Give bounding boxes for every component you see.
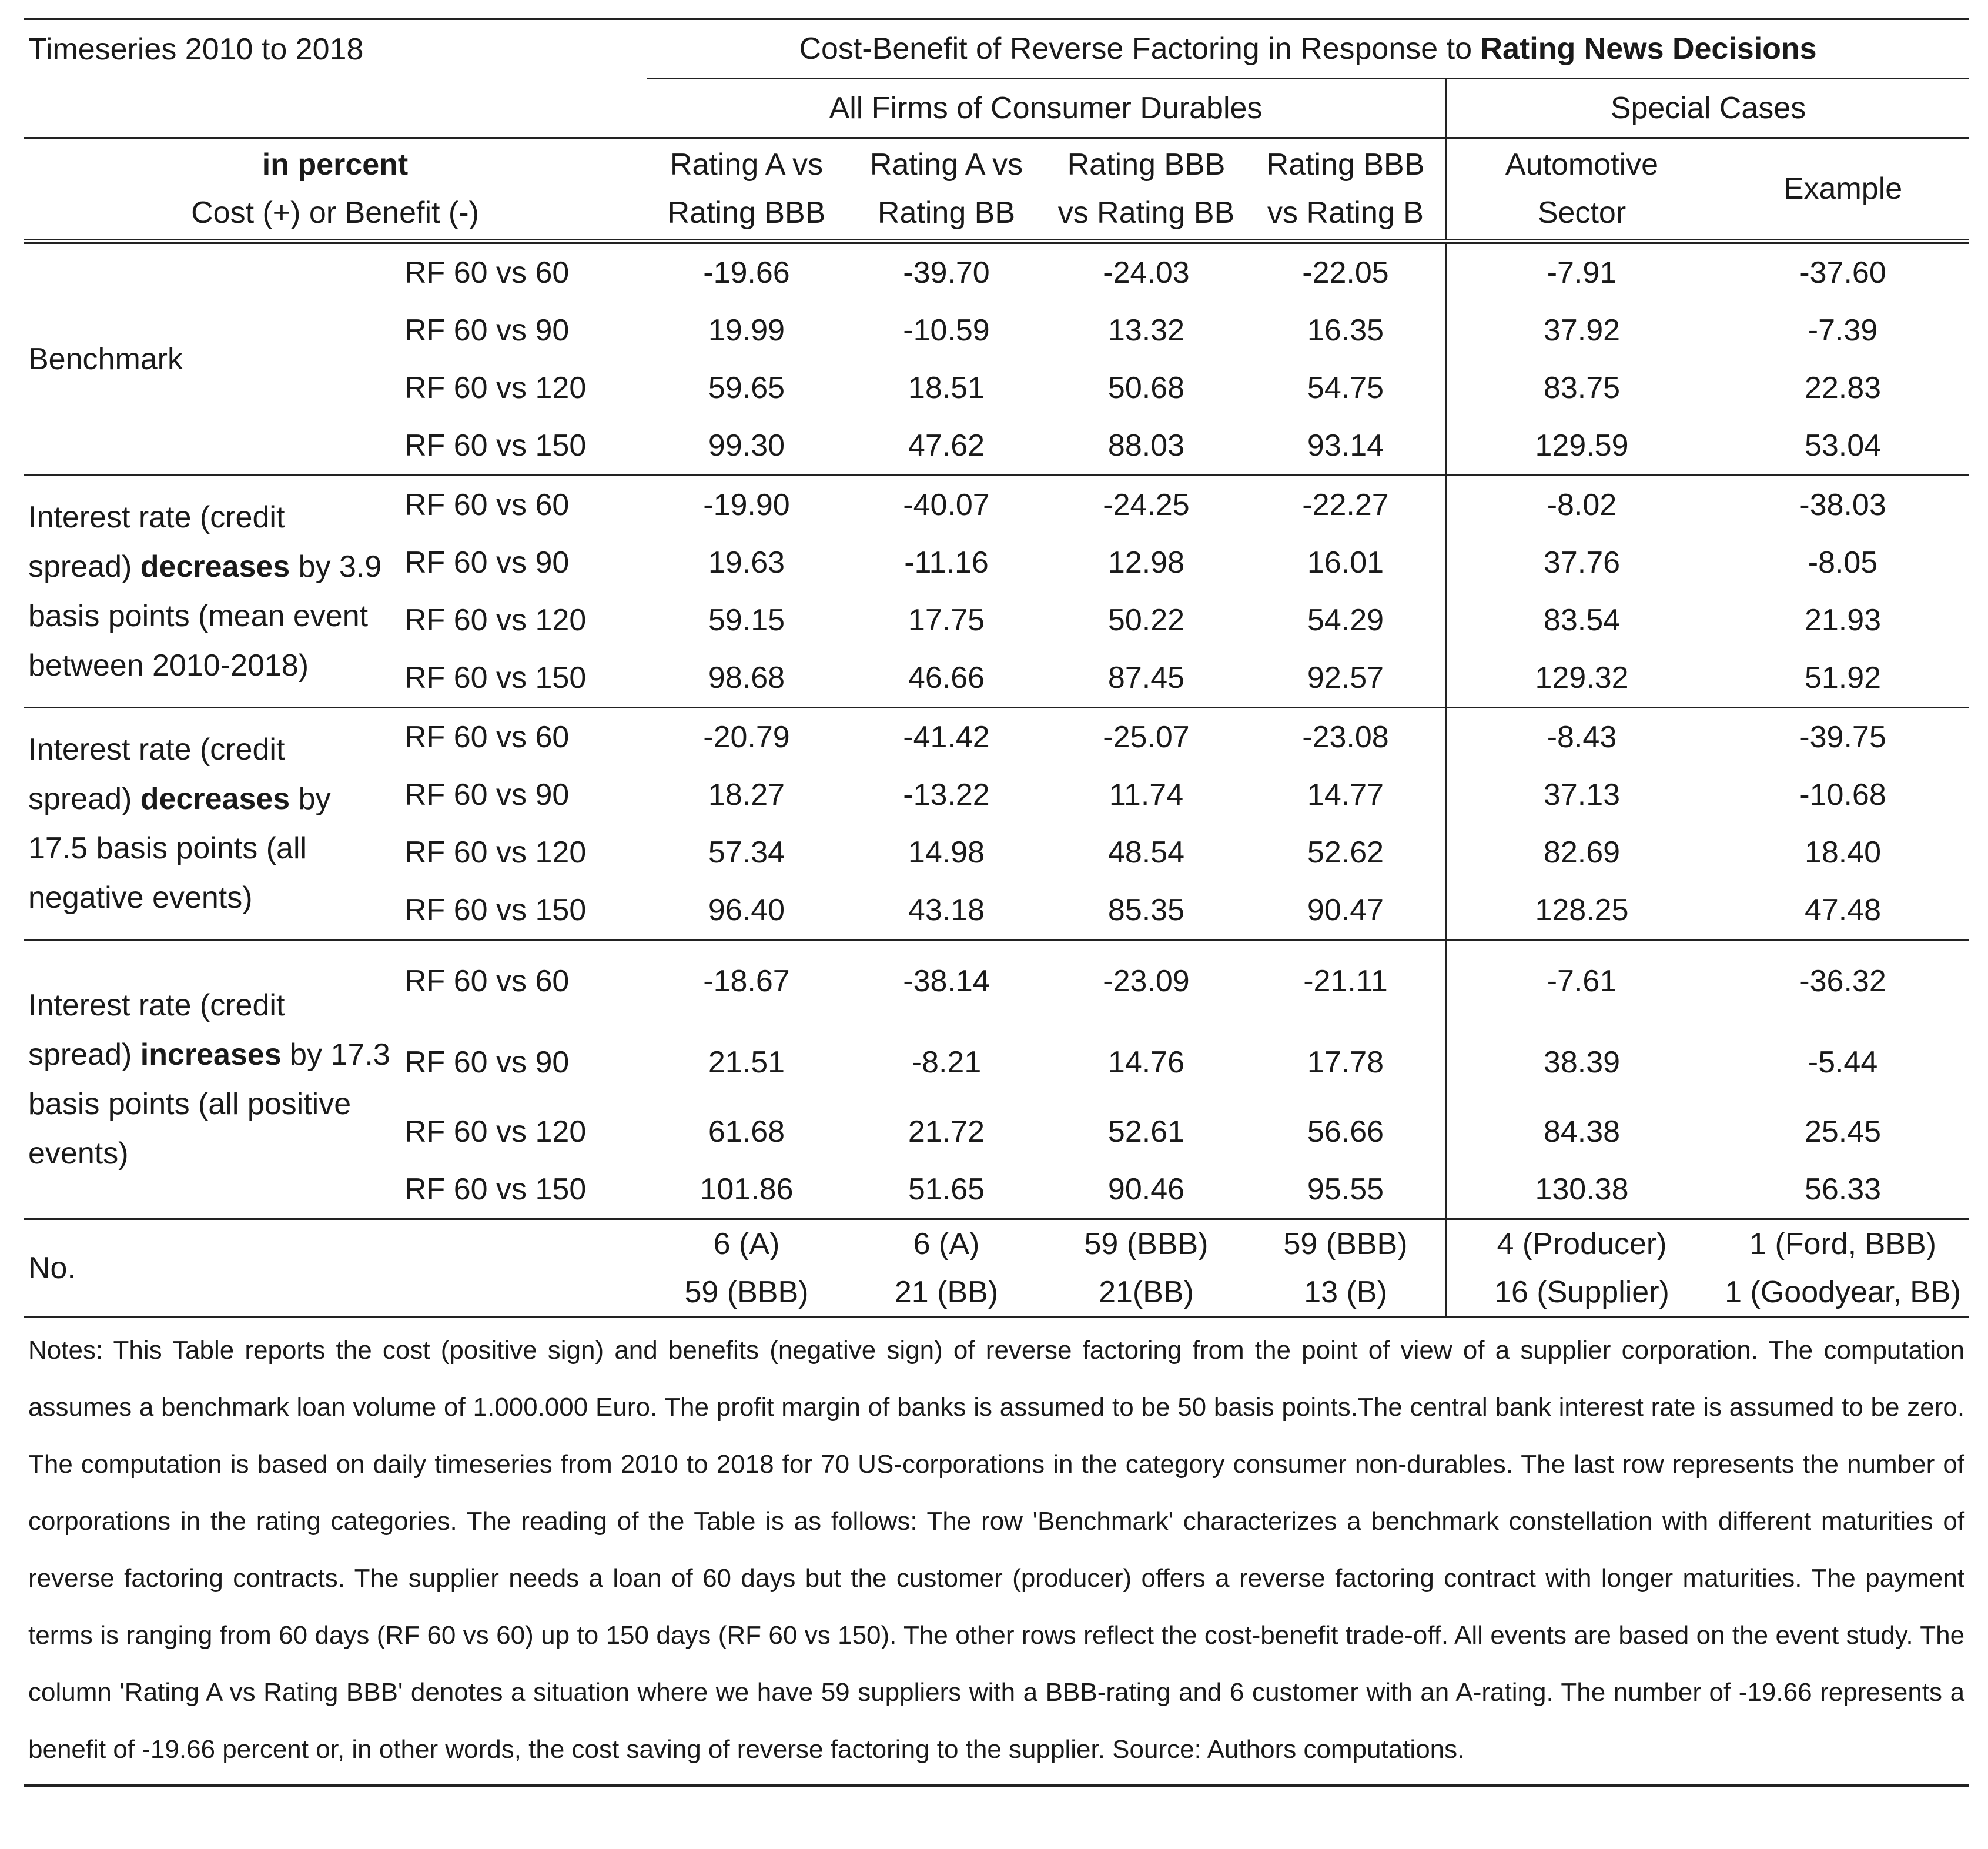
count-cell: 1 (Ford, BBB) xyxy=(1716,1219,1969,1269)
value-cell: 22.83 xyxy=(1804,371,1882,405)
column-header-line2: Sector xyxy=(1537,196,1626,230)
value-cell: -23.08 xyxy=(1246,708,1446,767)
value-cell: 129.59 xyxy=(1446,417,1716,476)
value-cell: 54.29 xyxy=(1307,603,1384,637)
value-cell: 88.03 xyxy=(1107,429,1185,463)
value-cell: 95.55 xyxy=(1307,1172,1384,1206)
value-cell: 52.61 xyxy=(1107,1115,1185,1149)
value-cell: -41.42 xyxy=(846,708,1046,767)
value-cell: 59.15 xyxy=(708,603,785,637)
value-cell: -7.91 xyxy=(1446,242,1716,302)
value-cell: 43.18 xyxy=(908,893,985,927)
count-cell: 4 (Producer) xyxy=(1446,1219,1716,1269)
maturity-label: RF 60 vs 60 xyxy=(400,476,647,534)
value-cell: 53.04 xyxy=(1804,429,1882,463)
value-cell: 96.40 xyxy=(708,893,785,927)
period-label: Timeseries 2010 to 2018 xyxy=(24,19,647,79)
column-header-line1: Rating A vs xyxy=(869,148,1023,182)
scenario-label-text: Interest rate (credit spread) xyxy=(28,988,285,1072)
maturity-label: RF 60 vs 90 xyxy=(404,778,570,812)
value-cell: 56.66 xyxy=(1307,1115,1384,1149)
table-row xyxy=(24,242,1969,302)
count-cell: 21(BB) xyxy=(1099,1275,1194,1309)
value-cell: 83.75 xyxy=(1446,359,1716,417)
title-row xyxy=(24,19,1969,79)
value-cell: -13.22 xyxy=(903,778,990,812)
maturity-label: RF 60 vs 120 xyxy=(404,1115,587,1149)
maturity-label: RF 60 vs 60 xyxy=(400,940,647,1022)
column-header xyxy=(1046,138,1246,242)
value-cell: 16.35 xyxy=(1307,313,1384,347)
value-cell: 47.62 xyxy=(908,429,985,463)
maturity-label: RF 60 vs 90 xyxy=(404,1045,570,1079)
value-cell: -10.68 xyxy=(1799,778,1886,812)
no-label: No. xyxy=(24,1219,647,1318)
value-cell: 85.35 xyxy=(1107,893,1185,927)
value-cell: 92.57 xyxy=(1307,661,1384,695)
value-cell: -19.90 xyxy=(647,476,846,534)
unit-header xyxy=(24,138,647,242)
maturity-label: RF 60 vs 120 xyxy=(404,835,587,870)
value-cell: -8.21 xyxy=(911,1045,982,1079)
value-cell: -7.39 xyxy=(1808,313,1878,347)
value-cell: 128.25 xyxy=(1446,881,1716,940)
value-cell: -8.05 xyxy=(1808,546,1878,580)
value-cell: -23.09 xyxy=(1046,940,1246,1022)
value-cell: 37.13 xyxy=(1446,766,1716,824)
maturity-label: RF 60 vs 150 xyxy=(404,429,587,463)
value-cell: 21.93 xyxy=(1804,603,1882,637)
value-cell: 130.38 xyxy=(1446,1161,1716,1219)
column-header xyxy=(1246,138,1446,242)
results-table xyxy=(24,18,1969,1787)
scenario-label-text: Interest rate (credit spread) xyxy=(28,733,285,816)
table-title-text: Cost-Benefit of Reverse Factoring in Response to xyxy=(799,32,1481,66)
value-cell: 61.68 xyxy=(708,1115,785,1149)
group-all-firms: All Firms of Consumer Durables xyxy=(829,91,1263,125)
value-cell: -36.32 xyxy=(1716,940,1969,1022)
value-cell: 90.47 xyxy=(1307,893,1384,927)
column-header xyxy=(1446,138,1716,242)
value-cell: -40.07 xyxy=(846,476,1046,534)
column-header xyxy=(846,138,1046,242)
value-cell: 56.33 xyxy=(1804,1172,1882,1206)
value-cell: -10.59 xyxy=(903,313,990,347)
notes-row xyxy=(24,1318,1969,1786)
value-cell: -19.66 xyxy=(703,256,790,290)
scenario-label-emphasis: decreases xyxy=(140,782,290,816)
value-cell: 19.63 xyxy=(708,546,785,580)
value-cell: 19.99 xyxy=(708,313,785,347)
value-cell: 50.22 xyxy=(1107,603,1185,637)
column-header-line1: Automotive xyxy=(1505,148,1659,182)
value-cell: 93.14 xyxy=(1307,429,1384,463)
count-cell: 21 (BB) xyxy=(894,1275,999,1309)
value-cell: 98.68 xyxy=(708,661,785,695)
value-cell: -7.61 xyxy=(1446,940,1716,1022)
value-cell: 51.92 xyxy=(1804,661,1882,695)
scenario-label xyxy=(24,708,400,940)
scenario-label-emphasis: decreases xyxy=(140,550,290,584)
maturity-label: RF 60 vs 150 xyxy=(404,661,587,695)
column-header-line1: Rating BBB xyxy=(1266,148,1425,182)
value-cell: 18.27 xyxy=(708,778,785,812)
column-header-line1: Example xyxy=(1783,172,1903,206)
value-cell: 48.54 xyxy=(1107,835,1185,870)
column-header-line1: Rating A vs xyxy=(670,148,824,182)
count-cell: 6 (A) xyxy=(647,1219,846,1269)
table-row xyxy=(24,708,1969,767)
scenario-label-text: Interest rate (credit spread) xyxy=(28,500,285,584)
value-cell: 52.62 xyxy=(1307,835,1384,870)
value-cell: 129.32 xyxy=(1446,649,1716,708)
column-header xyxy=(1716,138,1969,242)
value-cell: -37.60 xyxy=(1799,256,1886,290)
count-cell: 6 (A) xyxy=(846,1219,1046,1269)
scenario-label-text: Benchmark xyxy=(28,342,183,376)
value-cell: -38.03 xyxy=(1716,476,1969,534)
value-cell: 21.51 xyxy=(708,1045,785,1079)
count-cell: 59 (BBB) xyxy=(684,1275,809,1309)
table-title-bold: Rating News Decisions xyxy=(1480,32,1817,66)
value-cell: -20.79 xyxy=(647,708,846,767)
maturity-label: RF 60 vs 120 xyxy=(404,603,587,637)
scenario-label-text-tail: by 17.3 basis points (all positive events) xyxy=(28,1038,390,1171)
value-cell: -38.14 xyxy=(846,940,1046,1022)
maturity-label: RF 60 vs 150 xyxy=(404,893,587,927)
count-cell: 59 (BBB) xyxy=(1046,1219,1246,1269)
value-cell: 14.76 xyxy=(1107,1045,1185,1079)
counts-row xyxy=(24,1219,1969,1269)
value-cell: -39.75 xyxy=(1716,708,1969,767)
value-cell: -22.27 xyxy=(1246,476,1446,534)
value-cell: 13.32 xyxy=(1107,313,1185,347)
maturity-label: RF 60 vs 120 xyxy=(404,371,587,405)
value-cell: 47.48 xyxy=(1804,893,1882,927)
value-cell: -24.03 xyxy=(1103,256,1190,290)
maturity-label: RF 60 vs 150 xyxy=(404,1172,587,1206)
table-notes: Notes: This Table reports the cost (positive sign) and benefits (negative sign) of reverse factoring from the point of view of a supplier corporation. The computation assumes a benchmark loan volume of 1.000.000 Euro. The profit margin of banks is assumed to be 50 basis points.The central bank interest rate is assumed to be zero. The computation is based on daily timeseries from 2010 to 2018 for 70 US-corporations in the category consumer non-durables. The last row represents the number of corporations in the rating categories. The reading of the Table is as follows: The row 'Benchmark' characterizes a benchmark constellation with different maturities of reverse factoring contracts. The supplier needs a loan of 60 days but the customer (producer) offers a reverse factoring contract with longer maturities. The payment terms is ranging from 60 days (RF 60 vs 60) up to 150 days (RF 60 vs 150). The other rows reflect the cost-benefit trade-off. All events are based on the event study. The column 'Rating A vs Rating BBB' denotes a situation where we have 59 suppliers with a BBB-rating and 6 customer with an A-rating. The number of -19.66 represents a benefit of -19.66 percent or, in other words, the cost saving of reverse factoring to the supplier. Source: Authors computations. xyxy=(24,1318,1969,1786)
value-cell: 37.92 xyxy=(1446,302,1716,359)
column-header-line2: vs Rating B xyxy=(1267,196,1424,230)
value-cell: 38.39 xyxy=(1446,1022,1716,1103)
maturity-label: RF 60 vs 60 xyxy=(400,708,647,767)
value-cell: 46.66 xyxy=(908,661,985,695)
value-cell: -39.70 xyxy=(903,256,990,290)
count-cell: 13 (B) xyxy=(1304,1275,1387,1309)
count-cell: 1 (Goodyear, BB) xyxy=(1725,1275,1961,1309)
value-cell: 54.75 xyxy=(1307,371,1384,405)
scenario-label-emphasis: increases xyxy=(140,1038,282,1072)
group-special-cases: Special Cases xyxy=(1446,79,1969,138)
value-cell: 57.34 xyxy=(708,835,785,870)
value-cell: 16.01 xyxy=(1307,546,1384,580)
column-header-row xyxy=(24,138,1969,242)
maturity-label: RF 60 vs 90 xyxy=(404,313,570,347)
value-cell: -8.02 xyxy=(1446,476,1716,534)
value-cell: 14.98 xyxy=(908,835,985,870)
value-cell: 87.45 xyxy=(1107,661,1185,695)
maturity-label: RF 60 vs 90 xyxy=(404,546,570,580)
value-cell: 17.78 xyxy=(1307,1045,1384,1079)
value-cell: 21.72 xyxy=(908,1115,985,1149)
value-cell: 99.30 xyxy=(708,429,785,463)
column-header xyxy=(647,138,846,242)
table-row xyxy=(24,940,1969,1022)
value-cell: 90.46 xyxy=(1107,1172,1185,1206)
value-cell: -18.67 xyxy=(647,940,846,1022)
table-title xyxy=(647,19,1969,79)
group-header-row xyxy=(24,79,1969,138)
value-cell: -5.44 xyxy=(1808,1045,1878,1079)
table-row xyxy=(24,476,1969,534)
scenario-label xyxy=(24,242,400,476)
scenario-label xyxy=(24,476,400,708)
value-cell: 37.76 xyxy=(1446,534,1716,591)
value-cell: -22.05 xyxy=(1302,256,1389,290)
scenario-label-text-tail: by 3.9 basis points (mean event between 2010-2018) xyxy=(28,550,382,683)
value-cell: 18.40 xyxy=(1804,835,1882,870)
value-cell: 84.38 xyxy=(1446,1103,1716,1161)
value-cell: 50.68 xyxy=(1107,371,1185,405)
value-cell: 51.65 xyxy=(908,1172,985,1206)
value-cell: -8.43 xyxy=(1446,708,1716,767)
value-cell: 82.69 xyxy=(1446,824,1716,881)
value-cell: 101.86 xyxy=(700,1172,794,1206)
value-cell: -24.25 xyxy=(1046,476,1246,534)
value-cell: 83.54 xyxy=(1446,591,1716,649)
column-header-line2: Rating BBB xyxy=(667,196,826,230)
maturity-label: RF 60 vs 60 xyxy=(404,256,570,290)
column-header-line2: Rating BB xyxy=(877,196,1016,230)
value-cell: 25.45 xyxy=(1804,1115,1882,1149)
value-cell: -21.11 xyxy=(1246,940,1446,1022)
count-cell: 16 (Supplier) xyxy=(1446,1268,1716,1318)
value-cell: 11.74 xyxy=(1109,778,1184,812)
sign-label: Cost (+) or Benefit (-) xyxy=(191,196,479,230)
value-cell: 59.65 xyxy=(708,371,785,405)
value-cell: 12.98 xyxy=(1107,546,1185,580)
value-cell: 17.75 xyxy=(908,603,985,637)
value-cell: -25.07 xyxy=(1046,708,1246,767)
value-cell: 14.77 xyxy=(1307,778,1384,812)
column-header-line2: vs Rating BB xyxy=(1057,196,1235,230)
value-cell: 18.51 xyxy=(908,371,985,405)
scenario-label xyxy=(24,940,400,1219)
value-cell: -11.16 xyxy=(904,546,989,580)
unit-label: in percent xyxy=(262,148,409,182)
column-header-line1: Rating BBB xyxy=(1067,148,1226,182)
scenario-label-text-tail: by 17.5 basis points (all negative events) xyxy=(28,782,331,915)
count-cell: 59 (BBB) xyxy=(1246,1219,1446,1269)
